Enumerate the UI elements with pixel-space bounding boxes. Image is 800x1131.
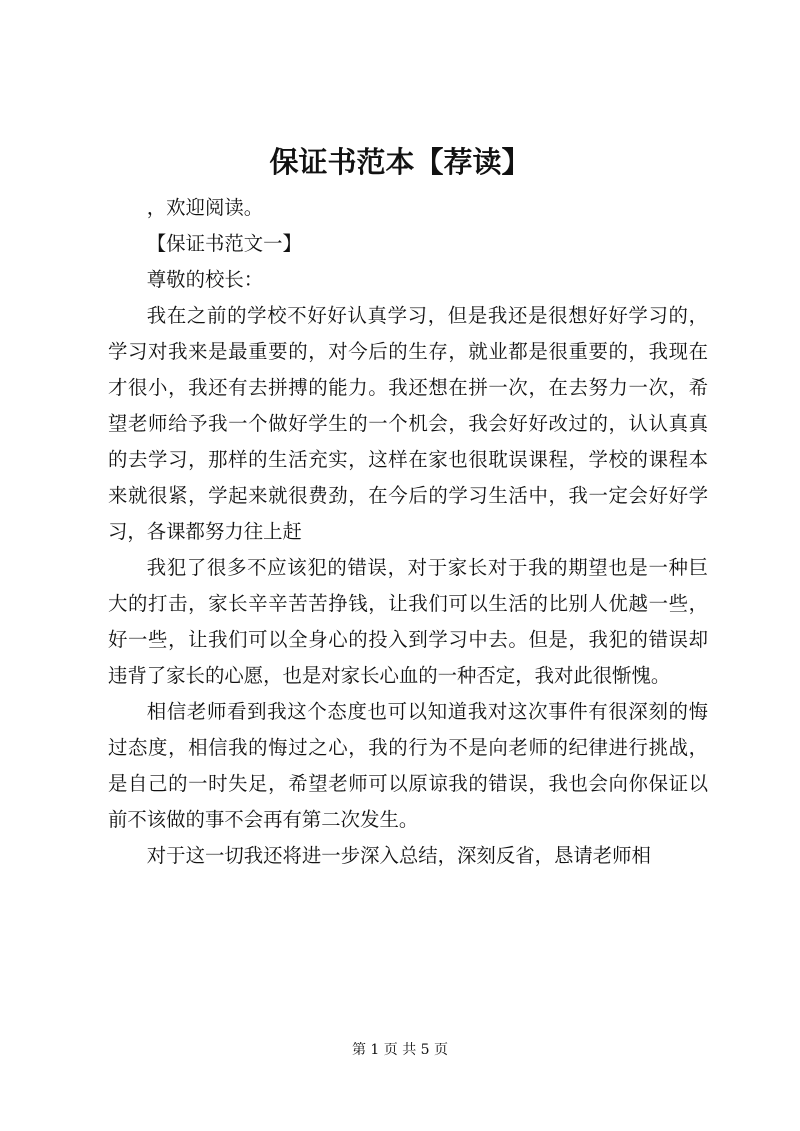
body-paragraph: 相信老师看到我这个态度也可以知道我对这次事件有很深刻的悔过态度，相信我的悔过之心，我的行为不是向老师的纪律进行挑战，是自己的一时失足，希望老师可以原谅我的错误，我也会向你保证以前不该做的事不会再有第二次发生。 [108,700,708,831]
page-number-footer: 第 1 页 共 5 页 [351,1042,449,1058]
salutation: 尊敬的校长： [146,268,264,291]
body-paragraph: 我在之前的学校不好好认真学习，但是我还是很想好好学习的，学习对我来是最重要的，对今后的生存，就业都是很重要的，我现在才很小，我还有去拼搏的能力。我还想在拼一次，在去努力一次，希望老师给予我一个做好学生的一个机会，我会好好改过的，认认真真的去学习，那样的生活充实，这样在家也很耽误课程，学校的课程本来就很紧，学起来就很费劲，在今后的学习生活中，我一定会好好学习，各课都努力往上赶 [108,304,708,543]
document-body [108,190,708,874]
intro-line: ，欢迎阅读。 [146,196,264,219]
body-paragraph: 对于这一切我还将进一步深入总结，深刻反省，恳请老师相 [146,844,651,867]
section-heading: 【保证书范文一】 [146,232,302,255]
page-title: 保证书范本【荐读】 [269,145,531,179]
body-paragraph: 我犯了很多不应该犯的错误，对于家长对于我的期望也是一种巨大的打击，家长辛辛苦苦挣钱，让我们可以生活的比别人优越一些，好一些，让我们可以全身心的投入到学习中去。但是，我犯的错误却违背了家长的心愿，也是对家长心血的一种否定，我对此很惭愧。 [108,556,708,687]
